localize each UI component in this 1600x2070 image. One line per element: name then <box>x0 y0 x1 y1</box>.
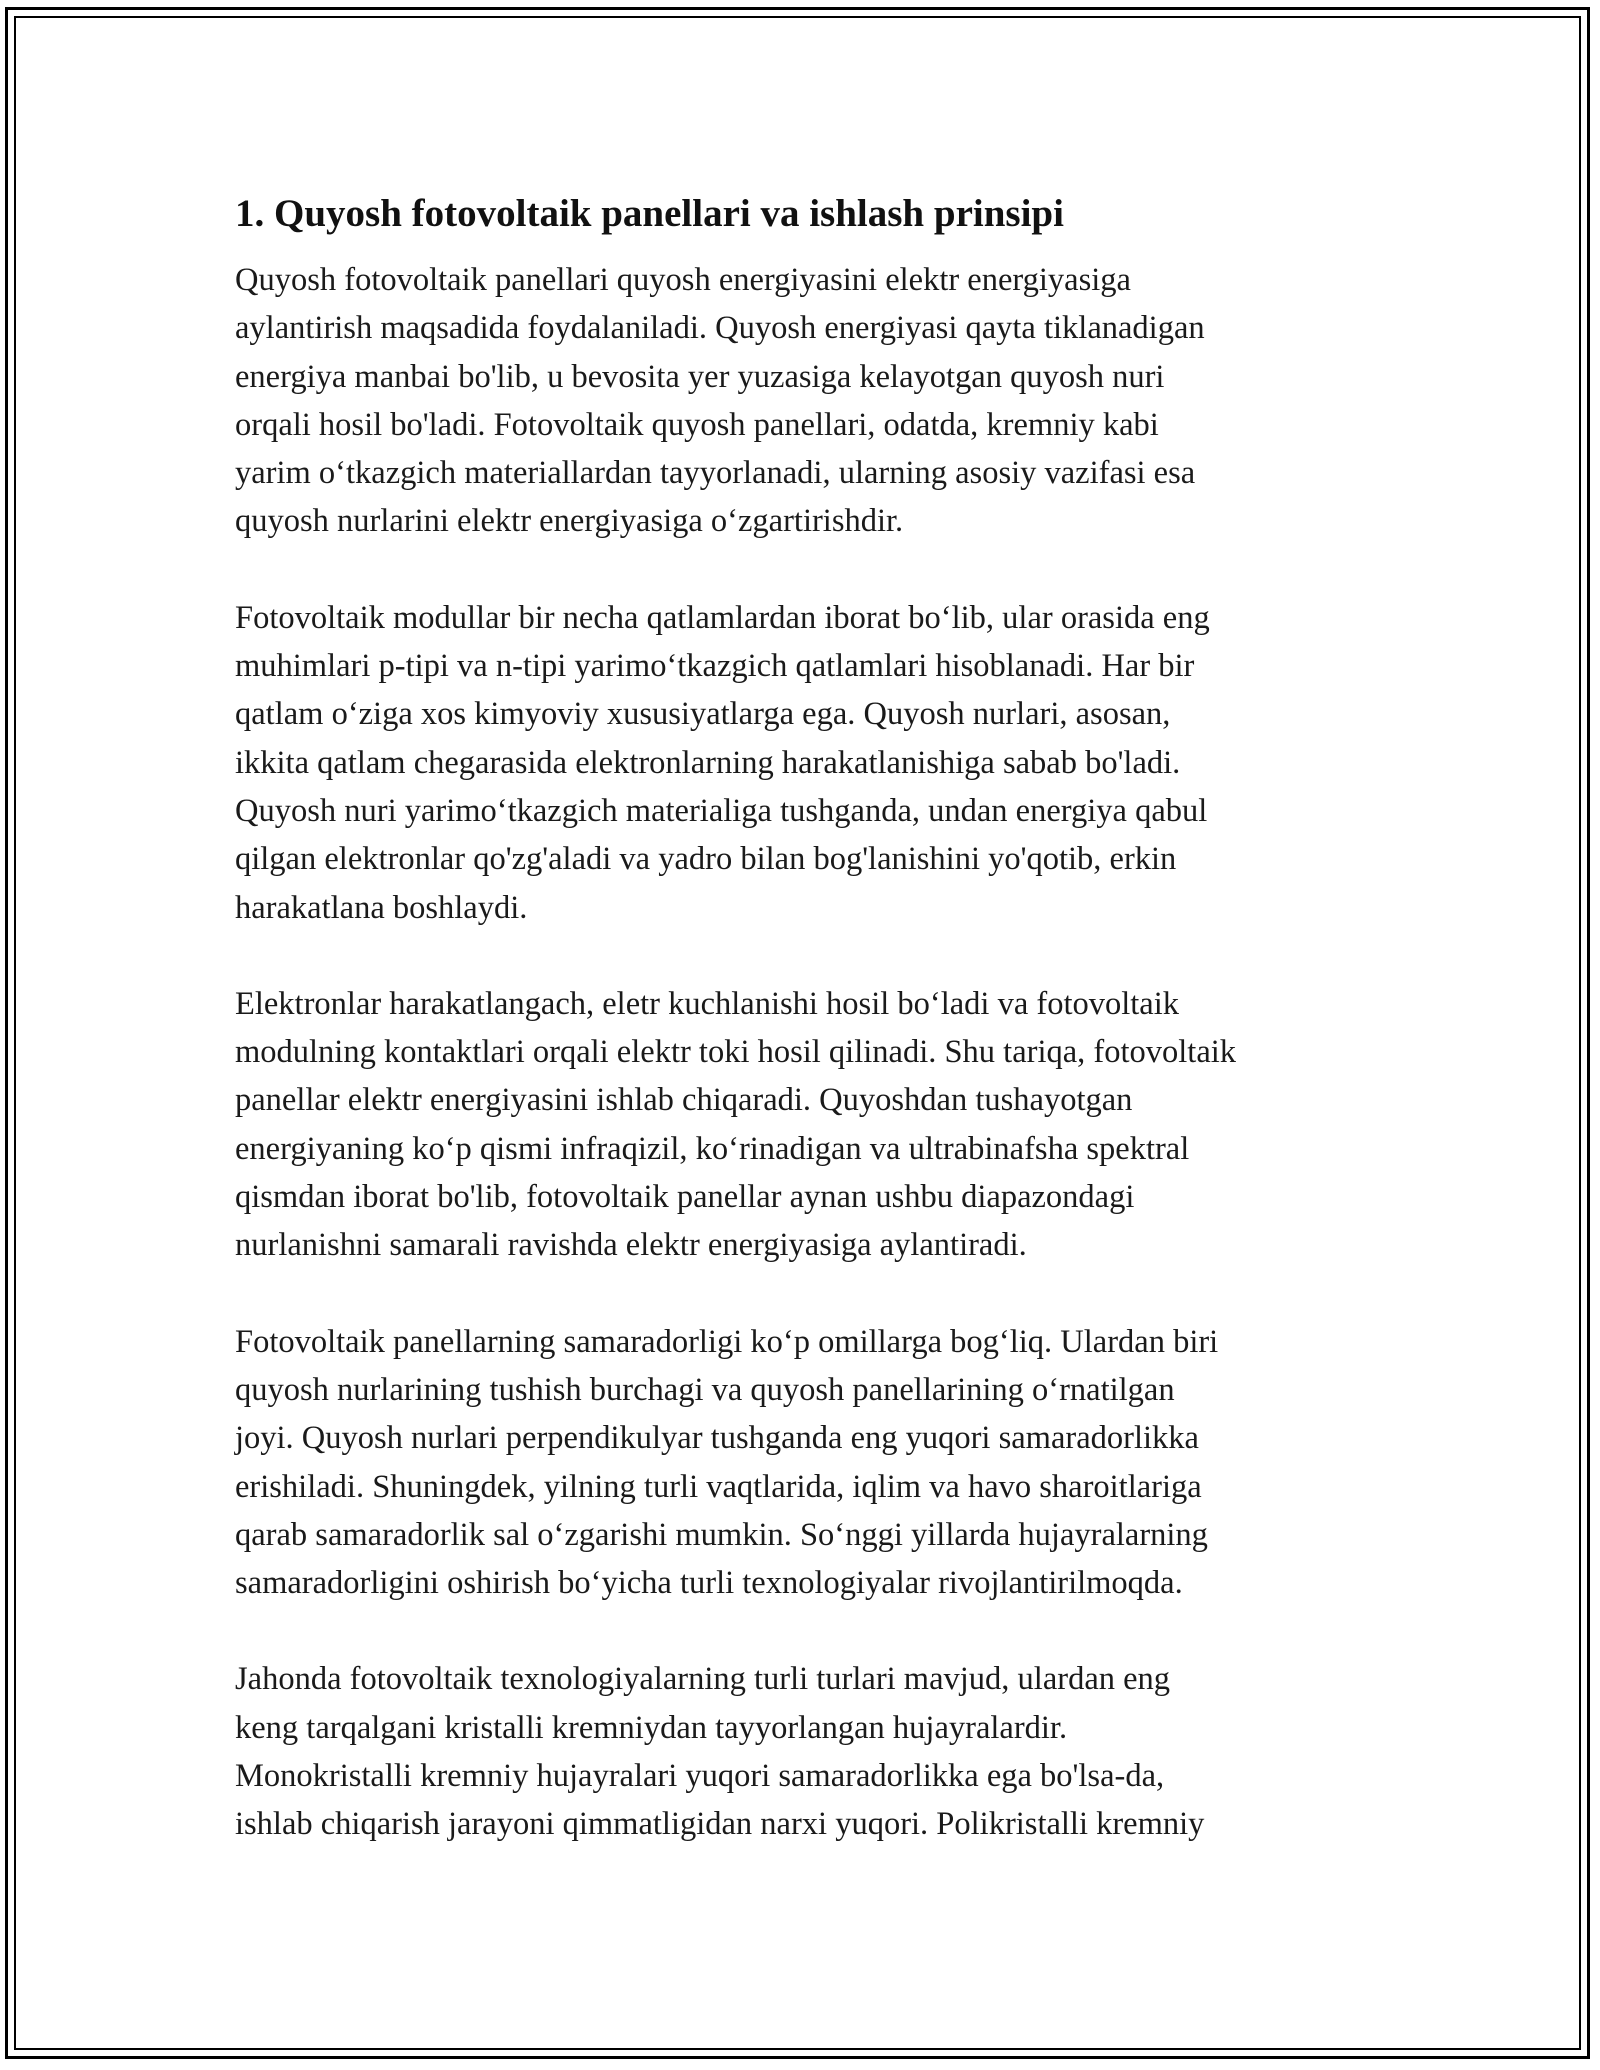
text-line: quyosh nurlarining tushish burchagi va quyosh panellarining oʻrnatilgan <box>235 1371 1175 1408</box>
paragraph-3 <box>235 980 1375 1270</box>
text-line: Quyosh nuri yarimoʻtkazgich materialiga tushganda, undan energiya qabul <box>235 792 1208 829</box>
text-line: erishiladi. Shuningdek, yilning turli vaqtlarida, iqlim va havo sharoitlariga <box>235 1468 1202 1505</box>
text-line: aylantirish maqsadida foydalaniladi. Quyosh energiyasi qayta tiklanadigan <box>235 310 1205 347</box>
paragraph-2 <box>235 594 1375 932</box>
document-body <box>235 186 1375 1897</box>
text-line: qilgan elektronlar qo'zg'aladi va yadro bilan bog'lanishini yo'qotib, erkin <box>235 841 1177 878</box>
text-line: Fotovoltaik modullar bir necha qatlamlardan iborat boʻlib, ular orasida eng <box>235 599 1210 636</box>
text-line: yarim oʻtkazgich materiallardan tayyorlanadi, ularning asosiy vazifasi esa <box>235 455 1196 492</box>
text-line: ikkita qatlam chegarasida elektronlarning harakatlanishiga sabab bo'ladi. <box>235 744 1181 781</box>
text-line: Monokristalli kremniy hujayralari yuqori samaradorlikka ega bo'lsa-da, <box>235 1758 1165 1795</box>
text-line: ishlab chiqarish jarayoni qimmatligidan narxi yuqori. Polikristalli kremniy <box>235 1806 1205 1843</box>
paragraph-1 <box>235 256 1375 546</box>
text-line: samaradorligini oshirish boʻyicha turli texnologiyalar rivojlantirilmoqda. <box>235 1565 1183 1602</box>
paragraph-4 <box>235 1318 1375 1608</box>
paragraph-5 <box>235 1655 1375 1848</box>
text-line: muhimlari p-tipi va n-tipi yarimoʻtkazgich qatlamlari hisoblanadi. Har bir <box>235 648 1195 685</box>
text-line: panellar elektr energiyasini ishlab chiqaradi. Quyoshdan tushayotgan <box>235 1082 1133 1119</box>
text-line: Quyosh fotovoltaik panellari quyosh energiyasini elektr energiyasiga <box>235 262 1131 298</box>
text-line: keng tarqalgani kristalli kremniydan tayyorlangan hujayralardir. <box>235 1709 1068 1746</box>
text-line: harakatlana boshlaydi. <box>235 889 528 926</box>
text-line: qismdan iborat bo'lib, fotovoltaik panellar aynan ushbu diapazondagi <box>235 1179 1135 1216</box>
text-line: qarab samaradorlik sal oʻzgarishi mumkin. Soʻnggi yillarda hujayralarning <box>235 1516 1208 1553</box>
text-line: qatlam oʻziga xos kimyoviy xususiyatlarga ega. Quyosh nurlari, asosan, <box>235 696 1171 733</box>
text-line: modulning kontaktlari orqali elektr toki hosil qilinadi. Shu tariqa, fotovoltaik <box>235 1034 1237 1071</box>
section-heading: 1. Quyosh fotovoltaik panellari va ishlash prinsipi <box>235 192 1064 235</box>
text-line: energiyaning koʻp qismi infraqizil, koʻrinadigan va ultrabinafsha spektral <box>235 1130 1190 1167</box>
text-line: Jahonda fotovoltaik texnologiyalarning turli turlari mavjud, ulardan eng <box>235 1661 1171 1698</box>
text-line: energiya manbai bo'lib, u bevosita yer yuzasiga kelayotgan quyosh nuri <box>235 358 1165 395</box>
text-line: Elektronlar harakatlangach, eletr kuchlanishi hosil boʻladi va fotovoltaik <box>235 985 1179 1022</box>
text-line: Fotovoltaik panellarning samaradorligi koʻp omillarga bogʻliq. Ulardan biri <box>235 1323 1219 1360</box>
text-line: quyosh nurlarini elektr energiyasiga oʻzgartirishdir. <box>235 503 904 540</box>
text-line: joyi. Quyosh nurlari perpendikulyar tushganda eng yuqori samaradorlikka <box>235 1420 1199 1457</box>
text-line: nurlanishni samarali ravishda elektr energiyasiga aylantiradi. <box>235 1227 1027 1264</box>
text-line: orqali hosil bo'ladi. Fotovoltaik quyosh panellari, odatda, kremniy kabi <box>235 406 1159 443</box>
